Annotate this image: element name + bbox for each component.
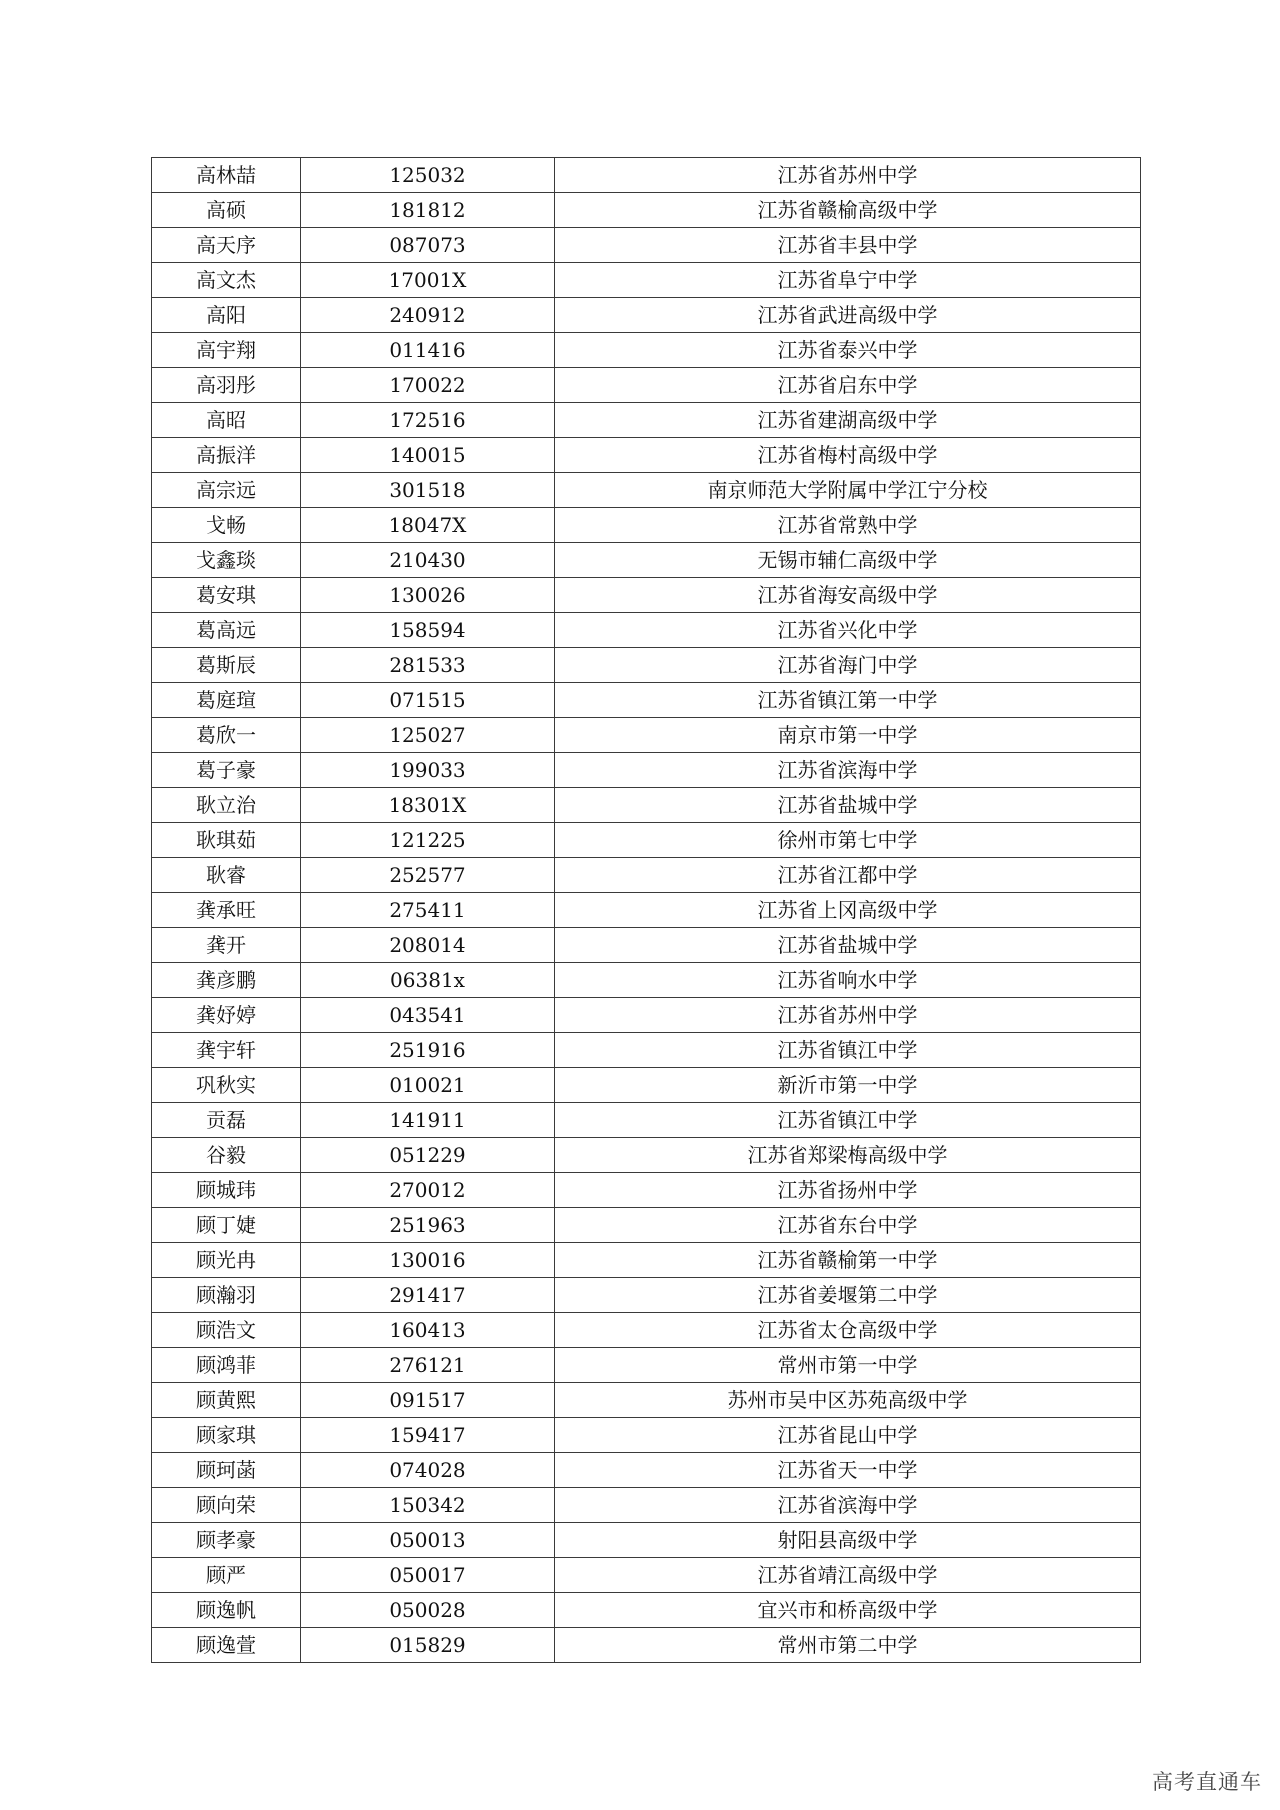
student-id-cell: 130026 — [301, 578, 555, 613]
watermark-text: 高考直通车 — [1152, 1770, 1262, 1794]
student-name-cell: 高振洋 — [152, 438, 301, 473]
student-id-cell: 125027 — [301, 718, 555, 753]
student-id-cell: 160413 — [301, 1313, 555, 1348]
student-name-cell: 顾光冉 — [152, 1243, 301, 1278]
table-row — [152, 508, 1141, 543]
table-row — [152, 718, 1141, 753]
table-row — [152, 263, 1141, 298]
school-name-cell: 江苏省盐城中学 — [555, 788, 1141, 823]
school-name-cell: 江苏省滨海中学 — [555, 1488, 1141, 1523]
student-id-cell: 051229 — [301, 1138, 555, 1173]
school-name-cell: 江苏省阜宁中学 — [555, 263, 1141, 298]
student-name-cell: 高宇翔 — [152, 333, 301, 368]
school-name-cell: 江苏省镇江第一中学 — [555, 683, 1141, 718]
student-id-cell: 251963 — [301, 1208, 555, 1243]
student-id-cell: 158594 — [301, 613, 555, 648]
school-name-cell: 苏州市吴中区苏苑高级中学 — [555, 1383, 1141, 1418]
school-name-cell: 徐州市第七中学 — [555, 823, 1141, 858]
school-name-cell: 江苏省天一中学 — [555, 1453, 1141, 1488]
student-name-cell: 耿睿 — [152, 858, 301, 893]
student-name-cell: 葛斯辰 — [152, 648, 301, 683]
student-id-cell: 199033 — [301, 753, 555, 788]
student-name-cell: 顾城玮 — [152, 1173, 301, 1208]
student-id-cell: 291417 — [301, 1278, 555, 1313]
student-name-cell: 顾逸帆 — [152, 1593, 301, 1628]
school-name-cell: 江苏省苏州中学 — [555, 998, 1141, 1033]
student-name-cell: 巩秋实 — [152, 1068, 301, 1103]
student-name-cell: 高宗远 — [152, 473, 301, 508]
school-name-cell: 江苏省苏州中学 — [555, 158, 1141, 193]
student-id-cell: 087073 — [301, 228, 555, 263]
school-name-cell: 江苏省兴化中学 — [555, 613, 1141, 648]
table-row — [152, 823, 1141, 858]
student-id-cell: 050028 — [301, 1593, 555, 1628]
table-row — [152, 1033, 1141, 1068]
school-name-cell: 常州市第一中学 — [555, 1348, 1141, 1383]
school-name-cell: 江苏省靖江高级中学 — [555, 1558, 1141, 1593]
student-id-cell: 050017 — [301, 1558, 555, 1593]
student-name-cell: 顾黄熙 — [152, 1383, 301, 1418]
table-row — [152, 683, 1141, 718]
table-row — [152, 438, 1141, 473]
student-id-cell: 071515 — [301, 683, 555, 718]
school-name-cell: 江苏省姜堰第二中学 — [555, 1278, 1141, 1313]
table-row — [152, 788, 1141, 823]
student-id-cell: 281533 — [301, 648, 555, 683]
table-row — [152, 1208, 1141, 1243]
student-name-cell: 龚妤婷 — [152, 998, 301, 1033]
student-name-cell: 葛庭瑄 — [152, 683, 301, 718]
student-id-cell: 252577 — [301, 858, 555, 893]
table-row — [152, 858, 1141, 893]
table-row — [152, 1173, 1141, 1208]
student-id-cell: 043541 — [301, 998, 555, 1033]
table-row — [152, 228, 1141, 263]
school-name-cell: 江苏省武进高级中学 — [555, 298, 1141, 333]
student-id-cell: 141911 — [301, 1103, 555, 1138]
table-row — [152, 193, 1141, 228]
school-name-cell: 江苏省海门中学 — [555, 648, 1141, 683]
table-row — [152, 473, 1141, 508]
student-name-cell: 耿琪茹 — [152, 823, 301, 858]
school-name-cell: 无锡市辅仁高级中学 — [555, 543, 1141, 578]
student-id-cell: 270012 — [301, 1173, 555, 1208]
table-row — [152, 543, 1141, 578]
school-name-cell: 江苏省扬州中学 — [555, 1173, 1141, 1208]
student-id-cell: 276121 — [301, 1348, 555, 1383]
table-row — [152, 368, 1141, 403]
table-row — [152, 928, 1141, 963]
student-name-cell: 顾家琪 — [152, 1418, 301, 1453]
student-name-cell: 高文杰 — [152, 263, 301, 298]
student-id-cell: 050013 — [301, 1523, 555, 1558]
table-row — [152, 963, 1141, 998]
student-id-cell: 18047X — [301, 508, 555, 543]
student-name-cell: 龚宇轩 — [152, 1033, 301, 1068]
table-row — [152, 1138, 1141, 1173]
school-name-cell: 江苏省响水中学 — [555, 963, 1141, 998]
school-name-cell: 常州市第二中学 — [555, 1628, 1141, 1663]
school-name-cell: 江苏省海安高级中学 — [555, 578, 1141, 613]
school-name-cell: 江苏省启东中学 — [555, 368, 1141, 403]
school-name-cell: 江苏省郑梁梅高级中学 — [555, 1138, 1141, 1173]
student-name-cell: 龚承旺 — [152, 893, 301, 928]
student-id-cell: 130016 — [301, 1243, 555, 1278]
table-row — [152, 578, 1141, 613]
student-name-cell: 谷毅 — [152, 1138, 301, 1173]
student-id-cell: 010021 — [301, 1068, 555, 1103]
student-name-cell: 顾珂菡 — [152, 1453, 301, 1488]
student-id-cell: 208014 — [301, 928, 555, 963]
student-name-cell: 顾丁婕 — [152, 1208, 301, 1243]
student-name-cell: 顾鸿菲 — [152, 1348, 301, 1383]
student-id-cell: 275411 — [301, 893, 555, 928]
school-name-cell: 江苏省赣榆第一中学 — [555, 1243, 1141, 1278]
school-name-cell: 江苏省常熟中学 — [555, 508, 1141, 543]
student-name-cell: 龚开 — [152, 928, 301, 963]
school-name-cell: 江苏省镇江中学 — [555, 1103, 1141, 1138]
table-row — [152, 1488, 1141, 1523]
student-name-cell: 顾逸萱 — [152, 1628, 301, 1663]
table-row — [152, 403, 1141, 438]
student-name-cell: 高昭 — [152, 403, 301, 438]
student-id-cell: 18301X — [301, 788, 555, 823]
table-row — [152, 1313, 1141, 1348]
table-row — [152, 1593, 1141, 1628]
school-name-cell: 宜兴市和桥高级中学 — [555, 1593, 1141, 1628]
table-row — [152, 1068, 1141, 1103]
student-name-cell: 顾向荣 — [152, 1488, 301, 1523]
student-name-cell: 葛安琪 — [152, 578, 301, 613]
school-name-cell: 江苏省建湖高级中学 — [555, 403, 1141, 438]
table-row — [152, 333, 1141, 368]
table-row — [152, 1243, 1141, 1278]
school-name-cell: 江苏省滨海中学 — [555, 753, 1141, 788]
school-name-cell: 江苏省江都中学 — [555, 858, 1141, 893]
table-row — [152, 753, 1141, 788]
table-row — [152, 1383, 1141, 1418]
student-name-cell: 顾孝豪 — [152, 1523, 301, 1558]
student-id-cell: 121225 — [301, 823, 555, 858]
student-name-cell: 顾严 — [152, 1558, 301, 1593]
student-name-cell: 高天序 — [152, 228, 301, 263]
student-id-cell: 159417 — [301, 1418, 555, 1453]
student-name-cell: 葛高远 — [152, 613, 301, 648]
student-name-cell: 葛欣一 — [152, 718, 301, 753]
student-id-cell: 301518 — [301, 473, 555, 508]
student-list-table — [151, 157, 1141, 1663]
table-row — [152, 1558, 1141, 1593]
student-name-cell: 葛子豪 — [152, 753, 301, 788]
student-name-cell: 耿立治 — [152, 788, 301, 823]
table-row — [152, 1348, 1141, 1383]
school-name-cell: 江苏省盐城中学 — [555, 928, 1141, 963]
student-id-cell: 210430 — [301, 543, 555, 578]
table-row — [152, 1418, 1141, 1453]
table-row — [152, 298, 1141, 333]
school-name-cell: 南京师范大学附属中学江宁分校 — [555, 473, 1141, 508]
student-name-cell: 高林喆 — [152, 158, 301, 193]
student-name-cell: 戈鑫琰 — [152, 543, 301, 578]
student-id-cell: 140015 — [301, 438, 555, 473]
school-name-cell: 江苏省梅村高级中学 — [555, 438, 1141, 473]
student-id-cell: 240912 — [301, 298, 555, 333]
school-name-cell: 新沂市第一中学 — [555, 1068, 1141, 1103]
table-row — [152, 1628, 1141, 1663]
school-name-cell: 江苏省东台中学 — [555, 1208, 1141, 1243]
student-id-cell: 181812 — [301, 193, 555, 228]
school-name-cell: 射阳县高级中学 — [555, 1523, 1141, 1558]
table-row — [152, 1103, 1141, 1138]
school-name-cell: 江苏省昆山中学 — [555, 1418, 1141, 1453]
table-row — [152, 158, 1141, 193]
student-name-cell: 高硕 — [152, 193, 301, 228]
student-id-cell: 06381x — [301, 963, 555, 998]
school-name-cell: 南京市第一中学 — [555, 718, 1141, 753]
student-name-cell: 高阳 — [152, 298, 301, 333]
school-name-cell: 江苏省镇江中学 — [555, 1033, 1141, 1068]
school-name-cell: 江苏省泰兴中学 — [555, 333, 1141, 368]
table-row — [152, 998, 1141, 1033]
student-name-cell: 戈畅 — [152, 508, 301, 543]
student-name-cell: 顾浩文 — [152, 1313, 301, 1348]
student-name-cell: 贡磊 — [152, 1103, 301, 1138]
table-body — [152, 158, 1141, 1663]
student-id-cell: 251916 — [301, 1033, 555, 1068]
student-id-cell: 015829 — [301, 1628, 555, 1663]
school-name-cell: 江苏省上冈高级中学 — [555, 893, 1141, 928]
table-row — [152, 893, 1141, 928]
student-id-cell: 091517 — [301, 1383, 555, 1418]
school-name-cell: 江苏省赣榆高级中学 — [555, 193, 1141, 228]
student-name-cell: 龚彦鹏 — [152, 963, 301, 998]
school-name-cell: 江苏省丰县中学 — [555, 228, 1141, 263]
table-row — [152, 648, 1141, 683]
student-name-cell: 顾瀚羽 — [152, 1278, 301, 1313]
table-row — [152, 1453, 1141, 1488]
student-name-cell: 高羽彤 — [152, 368, 301, 403]
student-id-cell: 011416 — [301, 333, 555, 368]
student-id-cell: 074028 — [301, 1453, 555, 1488]
student-id-cell: 172516 — [301, 403, 555, 438]
student-id-cell: 150342 — [301, 1488, 555, 1523]
student-id-cell: 125032 — [301, 158, 555, 193]
school-name-cell: 江苏省太仓高级中学 — [555, 1313, 1141, 1348]
table-row — [152, 1523, 1141, 1558]
student-id-cell: 17001X — [301, 263, 555, 298]
table-row — [152, 1278, 1141, 1313]
table-row — [152, 613, 1141, 648]
student-id-cell: 170022 — [301, 368, 555, 403]
